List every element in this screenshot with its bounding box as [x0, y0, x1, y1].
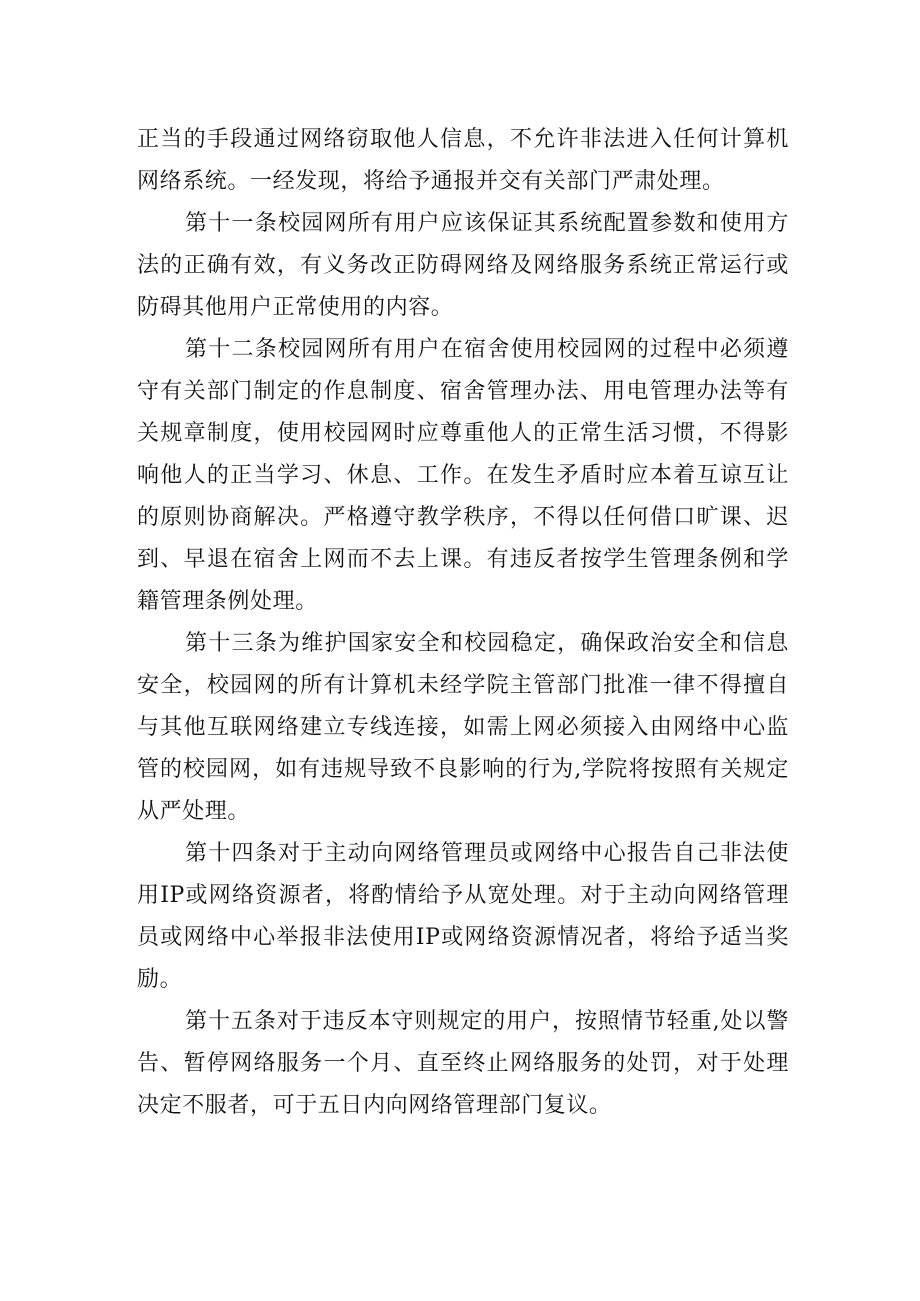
paragraph-article-15: 第十五条对于违反本守则规定的用户，按照情节轻重,处以警告、暂停网络服务一个月、直至终止网络服务的处罚，对于处理决定不服者，可于五日内向网络管理部门复议。 [137, 1009, 789, 1118]
document-body [137, 119, 789, 1127]
paragraph-article-13: 第十三条为维护国家安全和校园稳定，确保政治安全和信息安全，校园网的所有计算机未经学院主管部门批准一律不得擅自与其他互联网络建立专线连接，如需上网必须接入由网络中心监管的校园网，如有违规导致不良影响的行为,学院将按照有关规定从严处理。 [137, 631, 789, 824]
paragraph-article-11: 第十一条校园网所有用户应该保证其系统配置参数和使用方法的正确有效，有义务改正防碍网络及网络服务系统正常运行或防碍其他用户正常使用的内容。 [137, 211, 789, 320]
paragraph-article-14: 第十四条对于主动向网络管理员或网络中心报告自己非法使用IP或网络资源者，将酌情给予从宽处理。对于主动向网络管理员或网络中心举报非法使用IP或网络资源情况者，将给予适当奖励。 [137, 841, 789, 992]
paragraph-continuation: 正当的手段通过网络窃取他人信息，不允许非法进入任何计算机网络系统。一经发现，将给予通报并交有关部门严肃处理。 [137, 127, 789, 194]
paragraph-article-12: 第十二条校园网所有用户在宿舍使用校园网的过程中必须遵守有关部门制定的作息制度、宿舍管理办法、用电管理办法等有关规章制度，使用校园网时应尊重他人的正常生活习惯，不得影响他人的正当学习、休息、工作。在发生矛盾时应本着互谅互让的原则协商解决。严格遵守教学秩序，不得以任何借口旷课、迟到、早退在宿舍上网而不去上课。有违反者按学生管理条例和学籍管理条例处理。 [137, 337, 789, 614]
